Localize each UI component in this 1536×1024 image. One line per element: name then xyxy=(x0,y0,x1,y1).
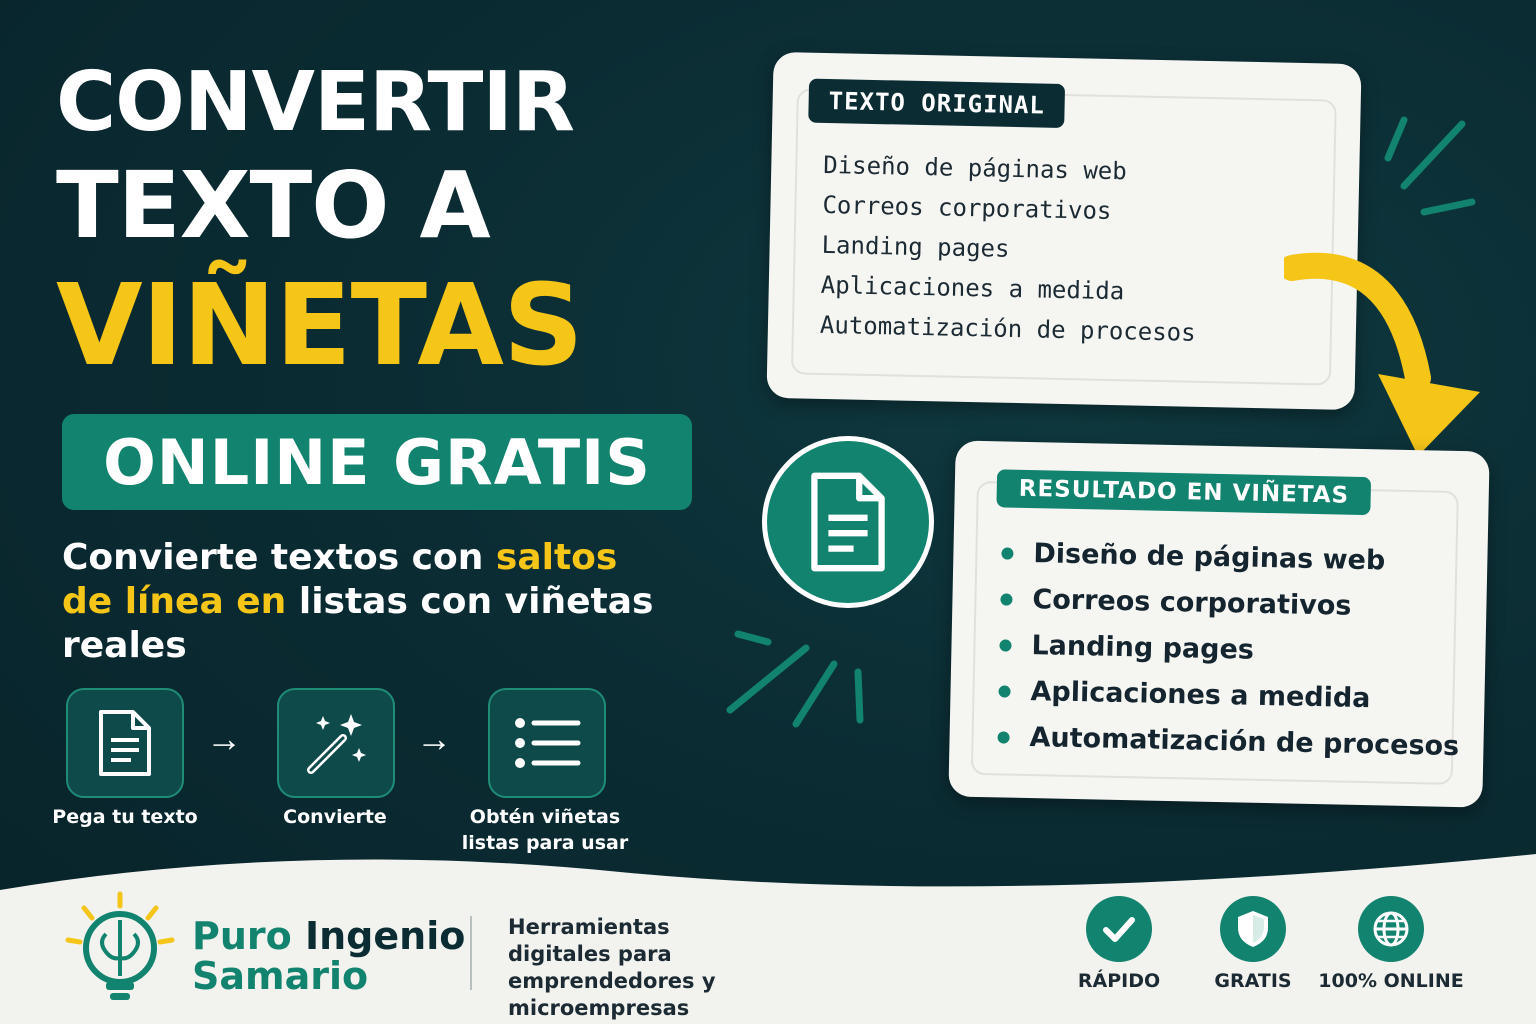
document-circle xyxy=(762,436,934,608)
rays-decoration xyxy=(724,624,874,734)
original-line: Landing pages xyxy=(821,230,1010,263)
brand-name-line-1 xyxy=(192,914,465,958)
original-text-tag: TEXTO ORIGINAL xyxy=(808,79,1065,128)
badge-rapido-circle xyxy=(1086,896,1152,962)
step-arrow-icon: → xyxy=(206,718,242,759)
bullet-dot xyxy=(1001,547,1013,559)
original-line: Automatización de procesos xyxy=(819,310,1196,347)
brand-ingenio: Ingenio xyxy=(304,914,466,958)
headline-line-2: TEXTO A xyxy=(56,152,490,259)
description-highlight: saltos de línea en xyxy=(62,537,618,622)
original-text-card xyxy=(766,52,1361,410)
lightbulb-brain-icon xyxy=(62,890,178,1006)
online-gratis-pill: ONLINE GRATIS xyxy=(62,414,692,510)
headline-line-3: VIÑETAS xyxy=(56,261,583,391)
bullet-dot xyxy=(997,731,1009,743)
magic-wand-icon xyxy=(301,708,371,778)
bullet-dot xyxy=(999,639,1011,651)
result-item-text: Correos corporativos xyxy=(1032,584,1352,622)
badge-online-circle xyxy=(1358,896,1424,962)
original-line: Diseño de páginas web xyxy=(823,150,1127,186)
document-icon xyxy=(95,708,155,778)
result-card xyxy=(948,440,1489,807)
check-icon xyxy=(1100,910,1138,948)
step-arrow-icon: → xyxy=(416,718,452,759)
footer-tagline: Herramientas digitales para emprendedores y microempresas xyxy=(508,915,716,1020)
step-paste-box xyxy=(66,688,184,798)
step-result-box xyxy=(488,688,606,798)
step-label-result: Obtén viñetas listas para usar xyxy=(461,806,629,854)
result-item-text: Automatización de procesos xyxy=(1029,722,1460,763)
description-part-2: listas con viñetas reales xyxy=(62,581,654,666)
original-line: Aplicaciones a medida xyxy=(820,270,1125,306)
description xyxy=(62,536,662,668)
footer-divider xyxy=(470,916,472,990)
document-icon xyxy=(806,470,890,574)
globe-icon xyxy=(1371,909,1411,949)
result-item-text: Aplicaciones a medida xyxy=(1030,676,1371,715)
badge-gratis-label: GRATIS xyxy=(1214,970,1292,992)
original-line: Correos corporativos xyxy=(822,190,1112,225)
step-label-paste: Pega tu texto xyxy=(52,806,198,828)
result-item-text: Landing pages xyxy=(1031,630,1255,666)
rays-decoration xyxy=(1370,110,1480,230)
curved-arrow-icon xyxy=(1284,250,1494,460)
step-convert-box xyxy=(277,688,395,798)
result-tag: RESULTADO EN VIÑETAS xyxy=(996,469,1371,515)
brand-name-line-2: Samario xyxy=(192,954,369,998)
list-icon xyxy=(512,713,582,773)
brand-puro: Puro xyxy=(192,914,292,958)
badge-online-label: 100% ONLINE xyxy=(1318,970,1464,992)
bullet-dot xyxy=(998,685,1010,697)
headline-line-1: CONVERTIR xyxy=(56,55,575,150)
result-item xyxy=(999,629,1254,665)
step-label-convert: Convierte xyxy=(283,806,387,828)
bullet-dot xyxy=(1000,593,1012,605)
result-item-text: Diseño de páginas web xyxy=(1033,538,1386,577)
badge-gratis-circle xyxy=(1220,896,1286,962)
description-part-1: Convierte textos con xyxy=(62,537,496,578)
shield-icon xyxy=(1235,909,1271,949)
badge-rapido-label: RÁPIDO xyxy=(1077,970,1161,992)
